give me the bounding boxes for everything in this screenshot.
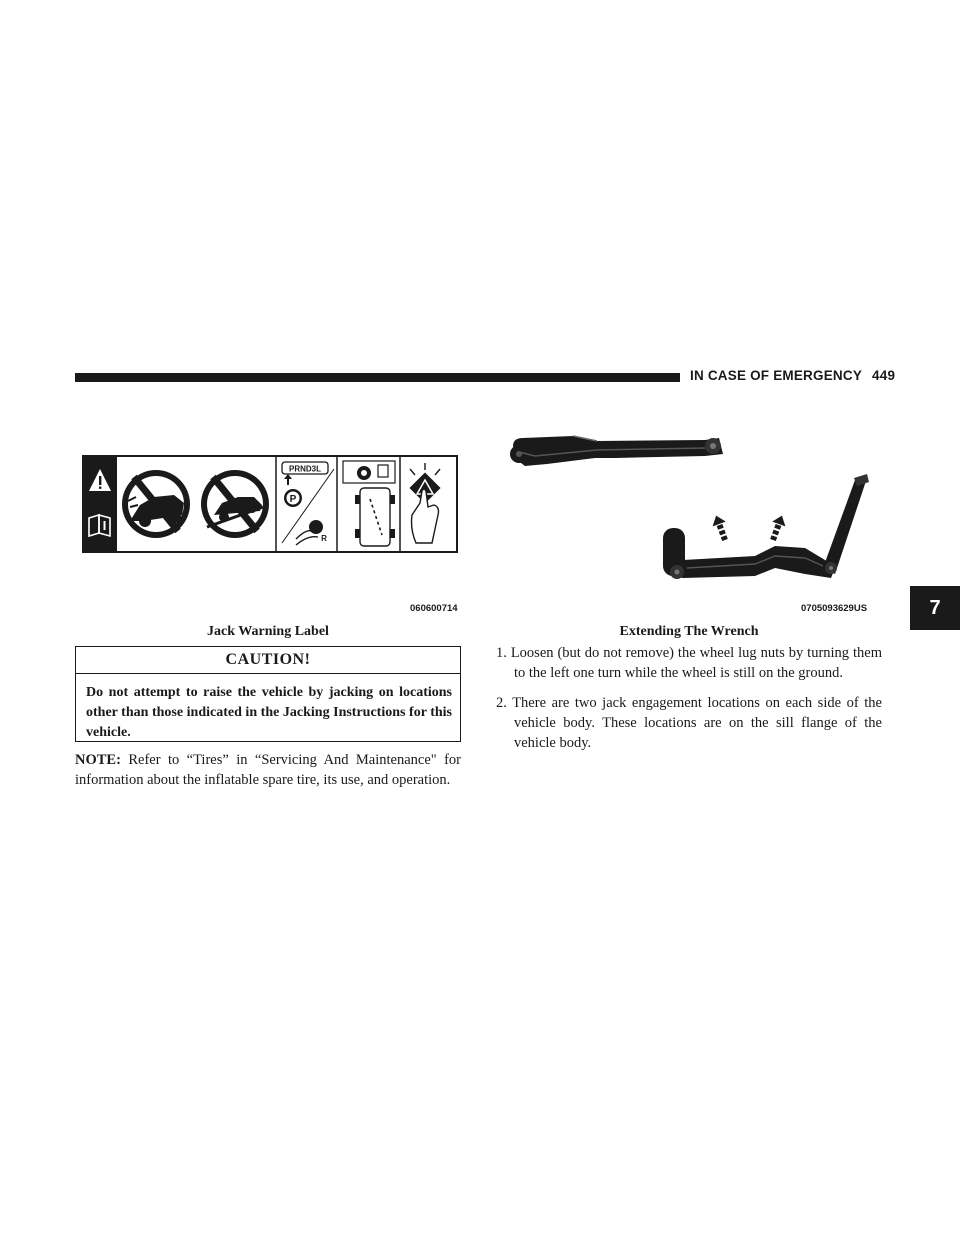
gear-letters: PRND3L (288, 464, 322, 474)
list-item: 2. There are two jack engagement locations on each side of the vehicle body. These locations are on the sill flange of the vehicle body. (496, 695, 882, 751)
caution-box (75, 646, 461, 742)
note-paragraph (75, 750, 461, 790)
no-jacking-on-slope-icon (201, 470, 269, 538)
note-text: Refer to “Tires” in “Servicing And Maintenance" for information about the inflatable spare tire, its use, and operation. (75, 752, 461, 788)
section-title: IN CASE OF EMERGENCY (690, 368, 863, 383)
chapter-tab: 7 (910, 586, 960, 630)
extend-direction-arrows (710, 513, 789, 542)
jack-warning-label-figure (82, 455, 458, 553)
wrench-folded-icon (510, 436, 723, 466)
jack-warning-label-image (82, 455, 458, 553)
park-letter: P (289, 494, 297, 505)
figure-id-wrench: 0705093629US (801, 603, 868, 614)
extending-wrench-figure (505, 428, 877, 586)
figure-caption-jack-label: Jack Warning Label (207, 624, 329, 639)
wrench-extended-icon (663, 474, 869, 579)
caution-body: Do not attempt to raise the vehicle by jacking on locations other than those indicated in the Jacking Instructions for this vehicle. (86, 685, 452, 740)
figure-id-jack-label: 060600714 (410, 603, 458, 614)
jacking-steps-list (496, 643, 882, 763)
reverse-letter: R (321, 534, 327, 543)
note-label: NOTE: (75, 752, 121, 768)
wrench-illustration (505, 428, 877, 586)
no-crawling-under-vehicle-icon (122, 470, 190, 538)
figure-caption-wrench: Extending The Wrench (619, 624, 759, 639)
running-header (690, 368, 895, 383)
caution-title: CAUTION! (76, 647, 460, 674)
list-item: 1. Loosen (but do not remove) the wheel lug nuts by turning them to the left one turn while the wheel is still on the ground. (496, 645, 882, 681)
page-number: 449 (872, 368, 896, 383)
header-rule (75, 373, 680, 382)
